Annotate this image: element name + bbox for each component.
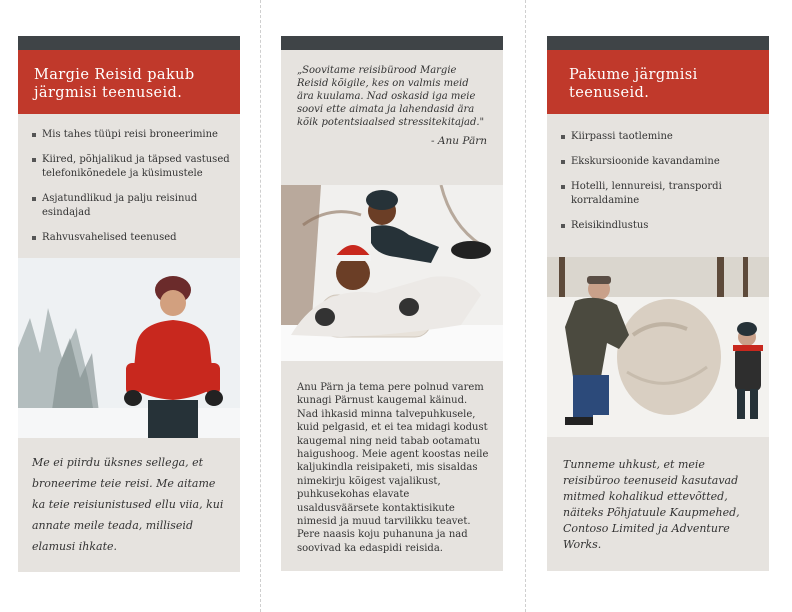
panel-middle-topbar [281, 36, 503, 50]
panel-right [547, 36, 769, 571]
closing-text-right: Tunneme uhkust, et meie reisibüroo teenuseid kasutavad mitmed kohalikud ettevõtted, näiteks Põhjatuule Kaupmehed, Contoso Limited ja Adventure Works. [563, 458, 740, 551]
panel-left-topbar [18, 36, 240, 50]
testimonial-box [281, 50, 503, 185]
list-item: Hotelli, lennureisi, transpordi korraldamine [561, 180, 759, 208]
list-item: Rahvusvahelised teenused [32, 231, 230, 245]
father-son-sledding-photo [281, 185, 503, 361]
panel-left-closing [18, 438, 240, 572]
panel-right-heading: Pakume järgmisi teenuseid. [547, 50, 769, 114]
story-box [281, 361, 503, 571]
services-list-left [18, 114, 240, 262]
panel-right-services [547, 114, 769, 257]
snowman-rolling-photo [547, 257, 769, 437]
panel-right-closing [547, 437, 769, 571]
services-list-right [547, 114, 769, 250]
panel-middle [281, 36, 503, 571]
panel-right-topbar [547, 36, 769, 50]
list-item: Reisikindlustus [561, 219, 759, 233]
story-text: Anu Pärn ja tema pere polnud varem kunagi Pärnust kaugemal käinud. Nad ihkasid minna talvepuhkusele, kuid pelgasid, et ei tea midagi kodust kaugemal ning neid tabab ootamatu haigushoog. Meie agent koostas neile kaljukindla reisipaketi, mis sisaldas nimekirju kõigest vajalikust, puhkusekohas elavate usaldusväärsete kontaktisikute nimesid ja muud tarvilikku teavet. Pere naasis koju puhanuna ja nad soovivad ka edaspidi reisida. [297, 382, 489, 554]
child-in-red-jacket-photo [18, 258, 240, 438]
closing-text-left: Me ei piirdu üksnes sellega, et broneerime teie reisi. Me aitame ka teie reisiunistused ellu viia, kui annate meile teada, milliseid elamusi ihkate. [32, 456, 224, 553]
fold-line-right [525, 0, 526, 612]
list-item: Kiirpassi taotlemine [561, 130, 759, 144]
testimonial-attribution: - Anu Pärn [431, 135, 487, 147]
list-item: Kiired, põhjalikud ja täpsed vastused telefonikõnedele ja küsimustele [32, 153, 230, 181]
list-item: Ekskursioonide kavandamine [561, 155, 759, 169]
list-item: Mis tahes tüüpi reisi broneerimine [32, 128, 230, 142]
panel-left-services [18, 114, 240, 258]
panel-left [18, 36, 240, 572]
list-item: Asjatundlikud ja palju reisinud esindajad [32, 192, 230, 220]
testimonial-quote: „Soovitame reisibürood Margie Reisid kõigile, kes on valmis meid ära kuulama. Nad oskasid iga meie soovi ette aimata ja lahendasid ära kõik potentsiaalsed stressitekitajad." [297, 65, 485, 128]
fold-line-left [260, 0, 261, 612]
panel-left-heading: Margie Reisid pakub järgmisi teenuseid. [18, 50, 240, 114]
